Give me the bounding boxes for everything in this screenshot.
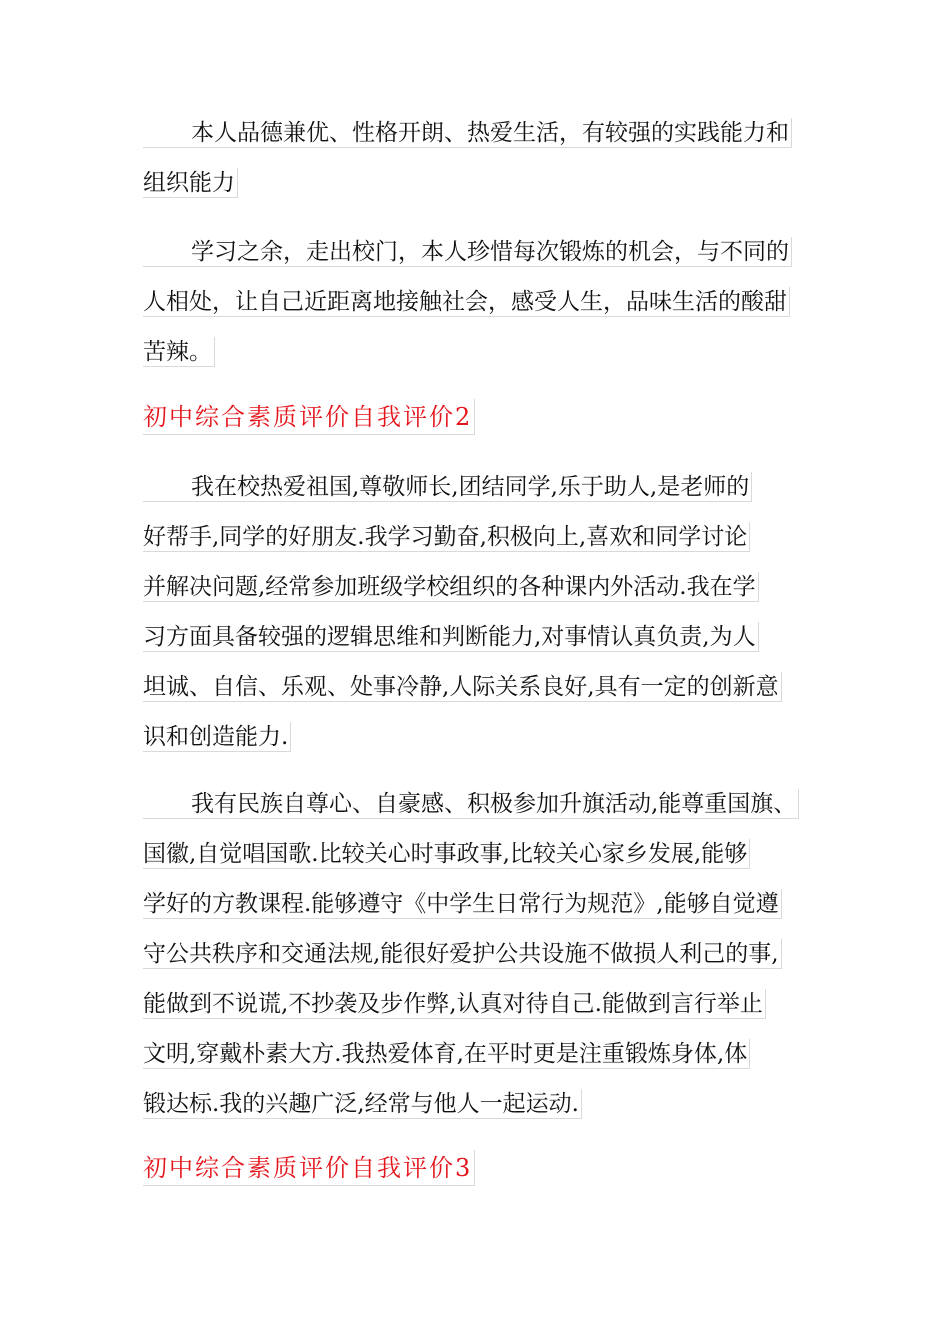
paragraph-4-line-4: 守公共秩序和交通法规,能很好爱护公共设施不做损人利己的事, [143, 939, 782, 969]
paragraph-4-line-5: 能做到不说谎,不抄袭及步作弊,认真对待自己.能做到言行举止 [143, 989, 766, 1019]
paragraph-3-line-2: 好帮手,同学的好朋友.我学习勤奋,积极向上,喜欢和同学讨论 [143, 522, 750, 552]
paragraph-2-line-2: 人相处，让自己近距离地接触社会，感受人生，品味生活的酸甜 [143, 287, 790, 317]
paragraph-2-line-3: 苦辣。 [143, 337, 215, 367]
paragraph-1-line-2: 组织能力 [143, 168, 238, 198]
paragraph-4-line-6: 文明,穿戴朴素大方.我热爱体育,在平时更是注重锻炼身体,体 [143, 1039, 750, 1069]
paragraph-1-line-1: 本人品德兼优、性格开朗、热爱生活，有较强的实践能力和 [143, 118, 792, 148]
paragraph-2-line-1: 学习之余，走出校门，本人珍惜每次锻炼的机会，与不同的 [143, 237, 792, 267]
section-heading-2: 初中综合素质评价自我评价2 [143, 399, 475, 435]
paragraph-3-line-4: 习方面具备较强的逻辑思维和判断能力,对事情认真负责,为人 [143, 622, 759, 652]
paragraph-4-line-3: 学好的方教课程.能够遵守《中学生日常行为规范》,能够自觉遵 [143, 889, 782, 919]
paragraph-3-line-3: 并解决问题,经常参加班级学校组织的各种课内外活动.我在学 [143, 572, 759, 602]
section-heading-3: 初中综合素质评价自我评价3 [143, 1150, 475, 1186]
paragraph-4-line-1: 我有民族自尊心、自豪感、积极参加升旗活动,能尊重国旗、 [143, 789, 799, 819]
paragraph-3-line-6: 识和创造能力. [143, 722, 291, 752]
paragraph-3-line-1: 我在校热爱祖国,尊敬师长,团结同学,乐于助人,是老师的 [143, 472, 752, 502]
paragraph-3-line-5: 坦诚、自信、乐观、处事冷静,人际关系良好,具有一定的创新意 [143, 672, 782, 702]
paragraph-4-line-7: 锻达标.我的兴趣广泛,经常与他人一起运动. [143, 1089, 582, 1119]
paragraph-4-line-2: 国徽,自觉唱国歌.比较关心时事政事,比较关心家乡发展,能够 [143, 839, 750, 869]
